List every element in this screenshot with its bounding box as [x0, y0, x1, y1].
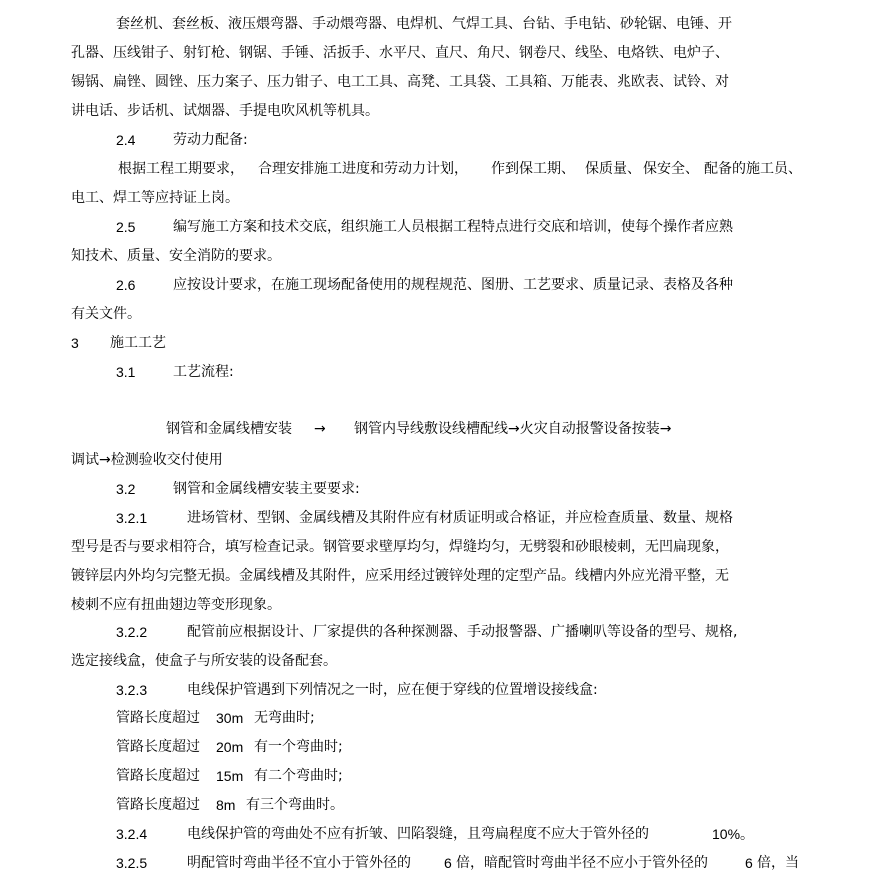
section-number: 3.1 [116, 364, 136, 380]
text-segment: 保安全、 [643, 161, 699, 177]
text-segment: 保质量、 [585, 161, 641, 177]
section-title: 钢管和金属线槽安装主要要求: [173, 481, 360, 497]
section-title: 劳动力配备: [173, 132, 248, 148]
percent-value: 10%。 [712, 826, 755, 842]
text-segment: 合理安排施工进度和劳动力计划， [258, 161, 468, 177]
paragraph-line: 锡锅、扁锉、圆锉、压力案子、压力钳子、电工工具、高凳、工具袋、工具箱、万能表、兆欧表、试铃、对 [71, 74, 729, 90]
paragraph-line: 套丝机、套丝板、液压煨弯器、手动煨弯器、电焊机、气焊工具、台钻、手电钻、砂轮锯、电锤、开 [116, 16, 732, 32]
section-number: 3.2.1 [116, 510, 148, 526]
paragraph-line: 镀锌层内外均匀完整无损。金属线槽及其附件，应采用经过镀锌处理的定型产品。线槽内外应光滑平整，无 [71, 568, 729, 584]
paragraph-line: 讲电话、步话机、试烟器、手提电吹风机等机具。 [71, 103, 379, 119]
section-title: 施工工艺 [110, 335, 166, 351]
section-text: 电线保护管的弯曲处不应有折皱、凹陷裂缝，且弯扁程度不应大于管外径的 [187, 826, 649, 842]
section-text: 配管前应根据设计、厂家提供的各种探测器、手动报警器、广播喇叭等设备的型号、规格, [187, 624, 738, 640]
section-title: 工艺流程: [173, 364, 234, 380]
item-desc: 有一个弯曲时; [254, 739, 343, 755]
item-label: 管路长度超过 [116, 797, 200, 813]
item-value: 30m [216, 710, 244, 726]
section-text: 进场管材、型钢、金属线槽及其附件应有材质证明或合格证，并应检查质量、数量、规格 [187, 510, 733, 526]
section-text: 编写施工方案和技术交底，组织施工人员根据工程特点进行交底和培训，使每个操作者应熟 [173, 219, 733, 235]
section-number: 3 [71, 335, 79, 351]
text-segment: 明配管时弯曲半径不宜小于管外径的 [187, 855, 411, 871]
text-segment: 倍，当 [757, 855, 799, 871]
section-number: 3.2.2 [116, 624, 148, 640]
number-value: 6 [444, 855, 452, 871]
section-number: 2.6 [116, 277, 136, 293]
flow-continuation: 调试→检测验收交付使用 [71, 452, 223, 468]
item-label: 管路长度超过 [116, 739, 200, 755]
item-label: 管路长度超过 [116, 710, 200, 726]
text-segment: 根据工程工期要求， [118, 161, 244, 177]
flow-step: 钢管和金属线槽安装 [166, 421, 292, 437]
section-text: 应按设计要求，在施工现场配备使用的规程规范、图册、工艺要求、质量记录、表格及各种 [173, 277, 733, 293]
item-value: 15m [216, 768, 244, 784]
item-desc: 无弯曲时; [254, 710, 315, 726]
section-number: 3.2.4 [116, 826, 148, 842]
item-label: 管路长度超过 [116, 768, 200, 784]
paragraph-line: 选定接线盒，使盒子与所安装的设备配套。 [71, 653, 337, 669]
flow-arrow: → [314, 421, 326, 437]
paragraph-line: 孔器、压线钳子、射钉枪、钢锯、手锤、活扳手、水平尺、直尺、角尺、钢卷尺、线坠、电烙铁、电炉子、 [71, 45, 729, 61]
section-number: 3.2.5 [116, 855, 148, 871]
section-number: 3.2 [116, 481, 136, 497]
section-number: 2.5 [116, 219, 136, 235]
number-value: 6 [745, 855, 753, 871]
item-value: 8m [216, 797, 236, 813]
text-segment: 倍，暗配管时弯曲半径不应小于管外径的 [456, 855, 708, 871]
item-value: 20m [216, 739, 244, 755]
paragraph-line: 有关文件。 [71, 306, 141, 322]
section-text: 电线保护管遇到下列情况之一时，应在便于穿线的位置增设接线盒: [187, 682, 598, 698]
item-desc: 有三个弯曲时。 [246, 797, 344, 813]
text-segment: 配备的施工员、 [704, 161, 802, 177]
section-number: 2.4 [116, 132, 136, 148]
paragraph-line: 电工、焊工等应持证上岗。 [71, 190, 239, 206]
paragraph-line: 棱刺不应有扭曲翅边等变形现象。 [71, 597, 281, 613]
item-desc: 有二个弯曲时; [254, 768, 343, 784]
paragraph-line: 型号是否与要求相符合，填写检查记录。钢管要求壁厚均匀，焊缝均匀，无劈裂和砂眼棱刺，无凹扁现象， [71, 539, 729, 555]
section-number: 3.2.3 [116, 682, 148, 698]
paragraph-line: 知技术、质量、安全消防的要求。 [71, 248, 281, 264]
flow-step: 钢管内导线敷设线槽配线→火灾自动报警设备按装→ [354, 421, 672, 437]
text-segment: 作到保工期、 [491, 161, 575, 177]
